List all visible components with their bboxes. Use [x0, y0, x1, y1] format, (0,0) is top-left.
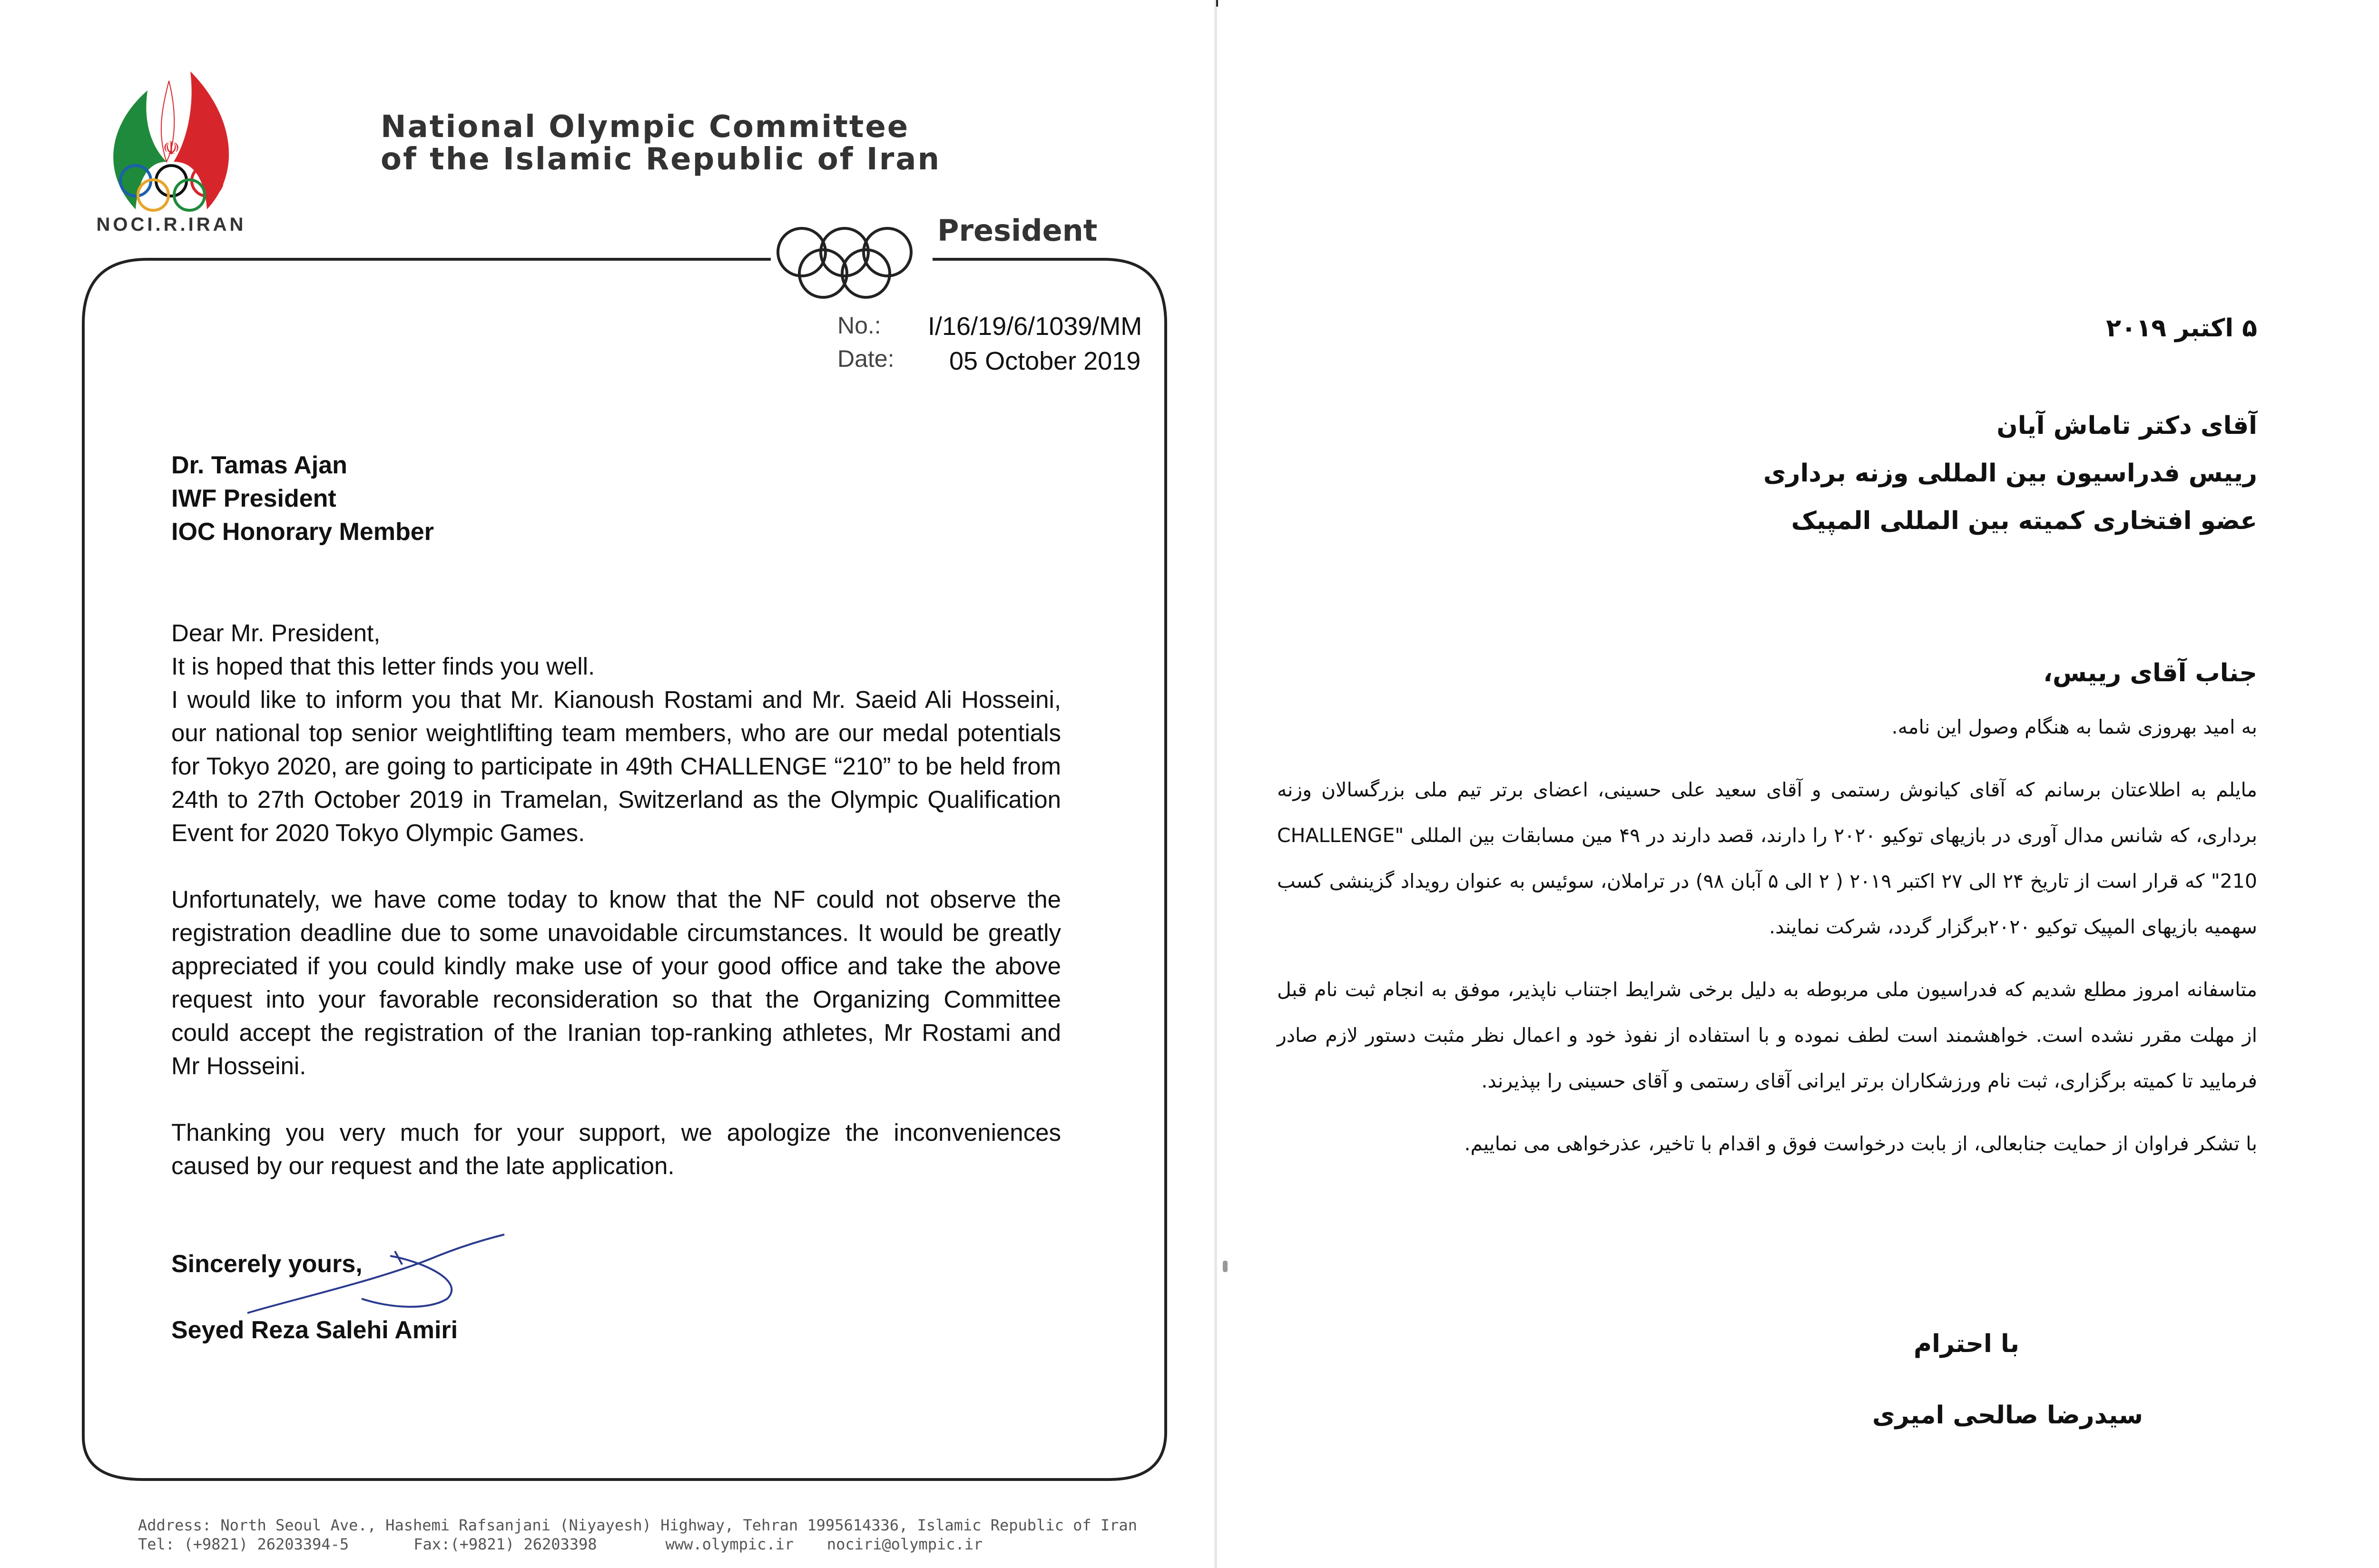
persian-paragraph-1: مایلم به اطلاعتان برسانم که آقای کیانوش رستمی و آقای سعید علی حسینی، اعضای برتر تیم ملی بزرگسالان وزنه برداری، که شانس مدال آوری در بازیهای توکیو ۲۰۲۰ را دارند، قصد دارند در ۴۹ مین مسابقات بین المللی "CHALLENGE 210" که قرار است از تاریخ ۲۴ الی ۲۷ اکتبر ۲۰۱۹ ( ۲ الی ۵ آبان ۹۸) در تراملان، سوئیس به عنوان رویداد گزینشی کسب سهمیه بازیهای المپیک توکیو ۲۰۲۰برگزار گردد، شرکت نمایند.: [1277, 778, 2257, 938]
signer-name: Seyed Reza Salehi Amiri: [171, 1316, 458, 1344]
recipient-role-2: IOC Honorary Member: [171, 518, 434, 546]
recipient-role-1: IWF President: [171, 485, 336, 512]
footer-email: nociri@olympic.ir: [826, 1535, 983, 1553]
footer-telephone: Tel: (+9821) 26203394-5: [138, 1535, 349, 1553]
persian-letter-page: [1218, 0, 2379, 1568]
persian-paragraph-3: با تشکر فراوان از حمایت جنابعالی، از بابت درخواست فوق و اقدام با تاخیر، عذرخواهی می نماییم.: [1464, 1132, 2257, 1155]
persian-signer-name: سیدرضا صالحی امیری: [1872, 1401, 2143, 1430]
organization-name-line-1: National Olympic Committee: [381, 109, 910, 145]
date-label: Date:: [837, 345, 895, 372]
greeting: It is hoped that this letter finds you well.: [171, 653, 595, 680]
salutation: Dear Mr. President,: [171, 619, 381, 647]
persian-recipient-role-1: رییس فدراسیون بین المللی وزنه برداری: [1763, 459, 2257, 488]
paragraph-3: Thanking you very much for your support, we apologize the inconveniences caused by our request and the late application.: [171, 1119, 1061, 1179]
scan-speck: [1223, 1261, 1228, 1272]
date-value: 05 October 2019: [949, 347, 1141, 375]
handwritten-signature: [238, 1227, 523, 1323]
reference-number-value: I/16/19/6/1039/MM: [928, 312, 1142, 341]
letterhead-footer: [138, 1516, 1137, 1554]
persian-closing: با احترام: [1914, 1330, 2019, 1358]
svg-text:☫: ☫: [163, 137, 180, 159]
logo-caption: NOCI.R.IRAN: [96, 214, 246, 235]
persian-letter-body: [1277, 704, 2257, 1166]
recipient-name: Dr. Tamas Ajan: [171, 451, 347, 479]
footer-website: www.olympic.ir: [665, 1535, 794, 1553]
persian-salutation: جناب آقای رییس،: [2043, 659, 2257, 687]
olympic-rings-icon: [778, 228, 911, 297]
paragraph-1: I would like to inform you that Mr. Kianoush Rostami and Mr. Saeid Ali Hosseini, our national top senior weightlifting team members, who are our medal potentials for Tokyo 2020, are going to participate in 49th CHALLENGE “210” to be held from 24th to 27th October 2019 in Tramelan, Switzerland as the Olympic Qualification Event for 2020 Tokyo Olympic Games.: [171, 686, 1061, 846]
reference-number-label: No.:: [837, 312, 881, 339]
persian-recipient-name: آقای دکتر تاماش آیان: [1996, 412, 2257, 440]
persian-paragraph-2: متاسفانه امروز مطلع شدیم که فدراسیون ملی مربوطه به دلیل برخی شرایط اجتناب ناپذیر، موفق به انجام ثبت نام قبل از مهلت مقرر نشده است. خواهشمند است لطف نموده و با استفاده از نفوذ خود و اعمال نظر مثبت دستور لازم صادر فرمایید تا کمیته برگزاری، ثبت نام ورزشکاران برتر ایرانی آقای رستمی و آقای حسینی را بپذیرند.: [1277, 978, 2257, 1092]
persian-recipient-role-2: عضو افتخاری کمیته بین المللی المپیک: [1791, 507, 2257, 535]
page-divider: [1214, 0, 1217, 1568]
persian-greeting: به امید بهروزی شما به هنگام وصول این نامه.: [1891, 715, 2257, 738]
paragraph-2: Unfortunately, we have come today to know that the NF could not observe the registration deadline due to some unavoidable circumstances. It would be greatly appreciated if you could kindly make use of your good office and take the above request into your favorable reconsideration so that the Organizing Committee could accept the registration of the Iranian top-ranking athletes, Mr Rostami and Mr Hosseini.: [171, 886, 1061, 1079]
letter-body: [171, 617, 1061, 1183]
persian-date: ۵ اکتبر ۲۰۱۹: [2106, 314, 2257, 343]
office-title: President: [937, 213, 1098, 248]
footer-address: Address: North Seoul Ave., Hashemi Rafsanjani (Niyayesh) Highway, Tehran 1995614336, Islamic Republic of Iran: [138, 1516, 1137, 1534]
footer-fax: Fax:(+9821) 26203398: [413, 1535, 597, 1553]
organization-name-line-2: of the Islamic Republic of Iran: [381, 142, 941, 177]
closing: Sincerely yours,: [171, 1250, 363, 1278]
